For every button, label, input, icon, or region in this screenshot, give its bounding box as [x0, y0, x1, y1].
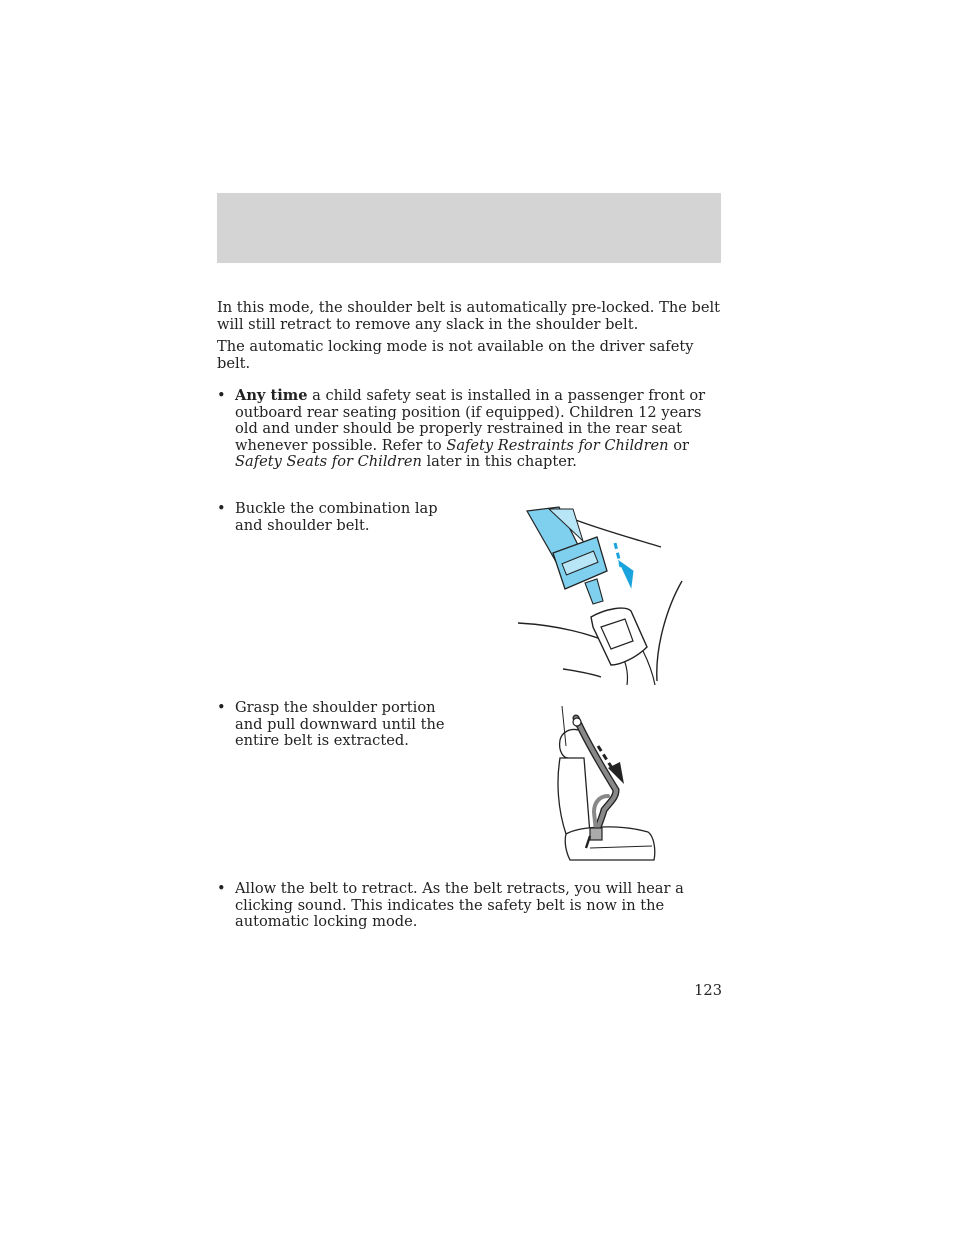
bullet-allow-text: Allow the belt to retract. As the belt retracts, you will hear a clicking sound. This indicates the safety belt is now in the automatic locking mode.: [235, 880, 684, 931]
any-time-text-1: a child safety seat is installed in a passenger front or outboard rear seating position (if equipped). Children 12 years old and under should be properly restrained in the rear seat whenever possible. Refer to: [235, 387, 706, 454]
paragraph-driver-not-available: The automatic locking mode is not available on the driver safety belt.: [217, 338, 694, 372]
any-time-text-2: or: [668, 436, 689, 454]
bullet-dot: •: [217, 880, 226, 897]
bullet-dot: •: [217, 387, 226, 404]
ref-safety-restraints-for-children: Safety Restraints for Children: [446, 436, 669, 454]
seat-belt-buckle-icon: [515, 505, 690, 690]
page-number: 123: [694, 982, 722, 999]
any-time-text-3: later in this chapter.: [421, 453, 577, 471]
ref-safety-seats-for-children: Safety Seats for Children: [235, 453, 422, 471]
bullet-any-time-text: [235, 388, 722, 471]
seat-belt-extraction-icon: [550, 700, 660, 870]
paragraph-pre-locked: In this mode, the shoulder belt is automatically pre-locked. The belt will still retract to remove any slack in the shoulder belt.: [217, 299, 721, 333]
bullet-dot: •: [217, 699, 226, 716]
bullet-dot: •: [217, 500, 226, 517]
bullet-grasp-text: Grasp the shoulder portion and pull downward until the entire belt is extracted.: [235, 699, 445, 750]
section-header-band: [217, 193, 721, 263]
any-time-bold: Any time: [235, 387, 308, 404]
bullet-buckle-text: Buckle the combination lap and shoulder belt.: [235, 500, 438, 534]
